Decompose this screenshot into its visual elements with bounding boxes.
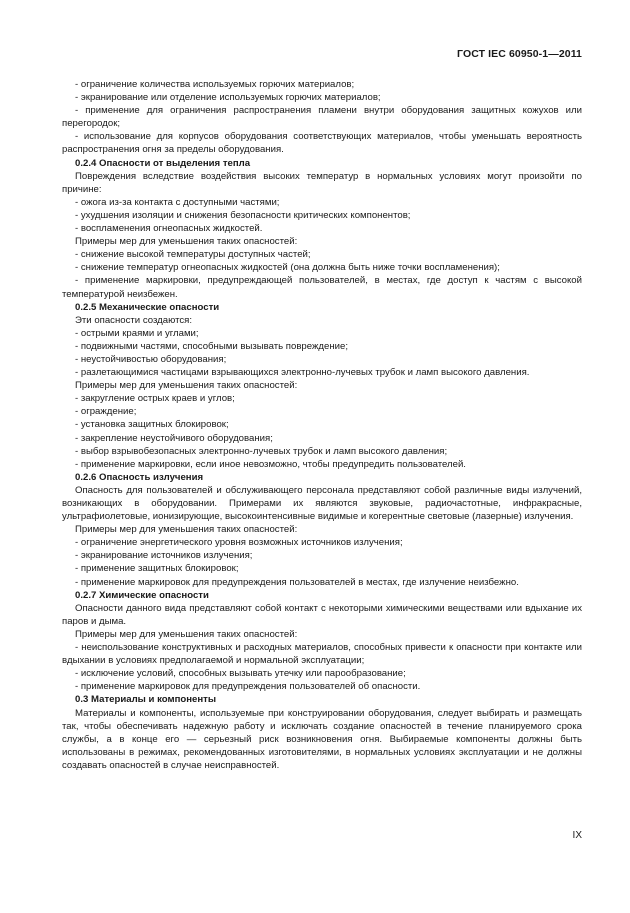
paragraph: - экранирование или отделение используемых горючих материалов; <box>75 92 381 104</box>
document-body <box>62 78 582 772</box>
paragraph: Примеры мер для уменьшения таких опасностей: <box>75 236 298 248</box>
paragraph: - снижение высокой температуры доступных частей; <box>75 249 311 261</box>
section-heading: 0.2.6 Опасность излучения <box>75 471 204 483</box>
section-heading: 0.2.4 Опасности от выделения тепла <box>75 157 251 169</box>
paragraph: Материалы и компоненты, используемые при конструировании оборудования, следует выбирать и размещать так, чтобы обеспечивать надежную работу и исключать создание опасностей в течение планируемого срока службы, а в конце его — серьезный риск возникновения огня. Выбираемые компоненты должны быть использованы в режимах, рекомендованных изготовителями, в нормальных условиях эксплуатации и не должны создавать опасностей в случае неисправностей. <box>62 707 582 771</box>
section-heading: 0.3 Материалы и компоненты <box>75 694 217 706</box>
paragraph: - экранирование источников излучения; <box>75 550 253 562</box>
page-number: IX <box>572 830 582 841</box>
paragraph: - неустойчивостью оборудования; <box>75 353 227 365</box>
paragraph: - ограничение энергетического уровня возможных источников излучения; <box>75 537 403 549</box>
standard-header: ГОСТ IEC 60950-1—2011 <box>457 48 582 60</box>
paragraph: - исключение условий, способных вызывать утечку или парообразование; <box>75 668 406 680</box>
section-heading: 0.2.7 Химические опасности <box>75 589 209 601</box>
paragraph: - разлетающимися частицами взрывающихся электронно-лучевых трубок и ламп высокого давления. <box>75 367 530 379</box>
paragraph: - применение защитных блокировок; <box>75 563 239 575</box>
paragraph: Опасности данного вида представляют собой контакт с некоторыми химическими веществами или вдыхание их паров и дыма. <box>62 602 582 627</box>
paragraph: Примеры мер для уменьшения таких опасностей: <box>75 524 298 536</box>
paragraph: - установка защитных блокировок; <box>75 419 229 431</box>
paragraph: - ожога из-за контакта с доступными частями; <box>75 196 280 208</box>
paragraph: - ухудшения изоляции и снижения безопасности критических компонентов; <box>75 209 411 221</box>
paragraph: Примеры мер для уменьшения таких опасностей: <box>75 628 298 640</box>
paragraph: - снижение температур огнеопасных жидкостей (она должна быть ниже точки воспламенения); <box>75 262 500 274</box>
paragraph: - ограничение количества используемых горючих материалов; <box>75 79 355 90</box>
paragraph: - подвижными частями, способными вызывать повреждение; <box>75 340 349 352</box>
paragraph: - воспламенения огнеопасных жидкостей. <box>75 223 263 235</box>
paragraph: - ограждение; <box>75 406 137 418</box>
paragraph: - закрепление неустойчивого оборудования; <box>75 432 273 444</box>
paragraph: - острыми краями и углами; <box>75 327 199 339</box>
paragraph: Повреждения вследствие воздействия высоких температур в нормальных условиях могут произойти по причине: <box>62 170 582 195</box>
paragraph: - неиспользование конструктивных и расходных материалов, способных привести к опасности при контакте или вдыхании в условиях предполагаемой и нормальной эксплуатации; <box>62 642 582 667</box>
paragraph: Примеры мер для уменьшения таких опасностей: <box>75 380 298 392</box>
paragraph: - применение маркировок для предупреждения пользователей в местах, где излучение неизбежно. <box>75 576 519 588</box>
paragraph: Опасность для пользователей и обслуживающего персонала представляют собой различные виды излучений, возникающих в оборудовании. Примерами их являются звуковые, радиочастотные, инфракрасные, ультрафиолетовые, ионизирующие, высокоинтенсивные видимые и когерентные световые (лазерные) излучения. <box>62 484 582 523</box>
paragraph: Эти опасности создаются: <box>75 314 193 326</box>
paragraph: - закругление острых краев и углов; <box>75 393 235 405</box>
paragraph: - применение маркировки, если иное невозможно, чтобы предупредить пользователей. <box>75 458 466 470</box>
paragraph: - применение маркировки, предупреждающей пользователей, в местах, где доступ к частям с высокой температурой неизбежен. <box>62 275 582 300</box>
paragraph: - использование для корпусов оборудования соответствующих материалов, чтобы уменьшать вероятность распространения огня за пределы оборудования. <box>62 131 582 156</box>
section-heading: 0.2.5 Механические опасности <box>75 301 220 313</box>
paragraph: - выбор взрывобезопасных электронно-лучевых трубок и ламп высокого давления; <box>75 445 448 457</box>
paragraph: - применение маркировок для предупреждения пользователей об опасности. <box>75 681 421 693</box>
paragraph: - применение для ограничения распространения пламени внутри оборудования защитных кожухов или перегородок; <box>62 105 582 130</box>
